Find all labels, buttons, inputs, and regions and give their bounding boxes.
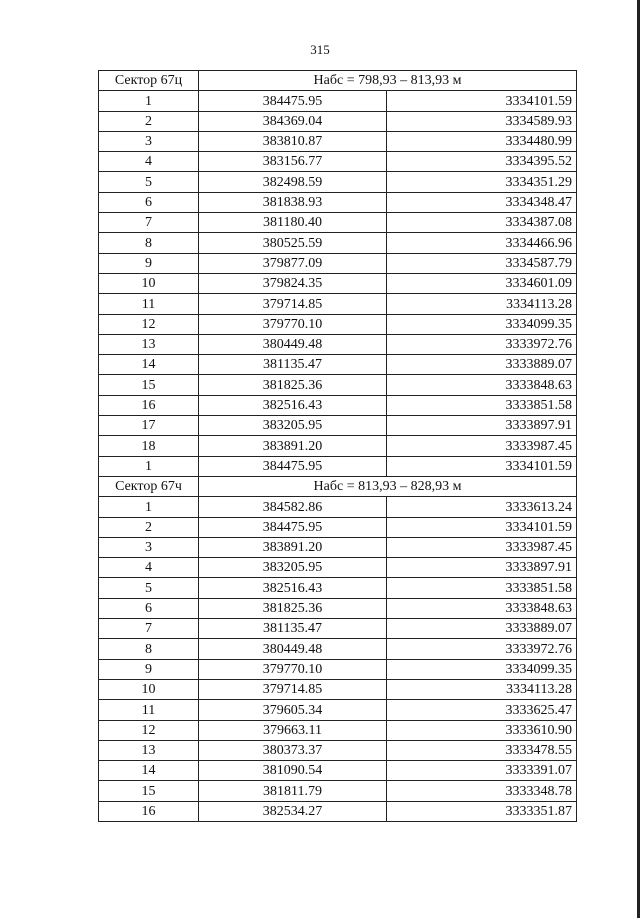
y-coordinate: 3334099.35 [387, 659, 577, 679]
coordinates-table-body [99, 71, 577, 822]
table-row [99, 233, 577, 253]
table-row [99, 720, 577, 740]
table-row [99, 172, 577, 192]
table-row [99, 761, 577, 781]
x-coordinate: 381135.47 [199, 619, 387, 639]
sector-header-row [99, 476, 577, 496]
point-number: 8 [99, 639, 199, 659]
point-number: 1 [99, 456, 199, 476]
table-row [99, 598, 577, 618]
y-coordinate: 3334587.79 [387, 253, 577, 273]
point-number: 16 [99, 395, 199, 415]
table-row [99, 801, 577, 821]
x-coordinate: 382498.59 [199, 172, 387, 192]
y-coordinate: 3333348.78 [387, 781, 577, 801]
y-coordinate: 3334101.59 [387, 91, 577, 111]
x-coordinate: 379824.35 [199, 273, 387, 293]
point-number: 13 [99, 334, 199, 354]
table-row [99, 355, 577, 375]
y-coordinate: 3333987.45 [387, 436, 577, 456]
table-row [99, 619, 577, 639]
x-coordinate: 383891.20 [199, 436, 387, 456]
point-number: 5 [99, 578, 199, 598]
y-coordinate: 3333610.90 [387, 720, 577, 740]
x-coordinate: 384582.86 [199, 497, 387, 517]
table-row [99, 700, 577, 720]
y-coordinate: 3333351.87 [387, 801, 577, 821]
table-row [99, 497, 577, 517]
y-coordinate: 3333897.91 [387, 416, 577, 436]
x-coordinate: 384475.95 [199, 456, 387, 476]
point-number: 2 [99, 517, 199, 537]
table-row [99, 294, 577, 314]
y-coordinate: 3334101.59 [387, 456, 577, 476]
y-coordinate: 3333897.91 [387, 558, 577, 578]
x-coordinate: 381838.93 [199, 192, 387, 212]
x-coordinate: 382516.43 [199, 578, 387, 598]
table-row [99, 679, 577, 699]
table-row [99, 558, 577, 578]
sector-name: Сектор 67ц [99, 71, 199, 91]
table-row [99, 517, 577, 537]
point-number: 15 [99, 375, 199, 395]
table-row [99, 314, 577, 334]
point-number: 18 [99, 436, 199, 456]
y-coordinate: 3333848.63 [387, 598, 577, 618]
x-coordinate: 382534.27 [199, 801, 387, 821]
y-coordinate: 3334101.59 [387, 517, 577, 537]
x-coordinate: 380373.37 [199, 740, 387, 760]
y-coordinate: 3334113.28 [387, 294, 577, 314]
sector-name: Сектор 67ч [99, 476, 199, 496]
y-coordinate: 3333478.55 [387, 740, 577, 760]
point-number: 9 [99, 659, 199, 679]
point-number: 7 [99, 619, 199, 639]
point-number: 4 [99, 558, 199, 578]
x-coordinate: 383156.77 [199, 152, 387, 172]
table-row [99, 253, 577, 273]
point-number: 6 [99, 598, 199, 618]
table-row [99, 334, 577, 354]
x-coordinate: 384369.04 [199, 111, 387, 131]
x-coordinate: 381180.40 [199, 213, 387, 233]
point-number: 15 [99, 781, 199, 801]
x-coordinate: 380525.59 [199, 233, 387, 253]
height-range: Набс = 798,93 – 813,93 м [199, 71, 577, 91]
point-number: 1 [99, 497, 199, 517]
point-number: 3 [99, 537, 199, 557]
point-number: 13 [99, 740, 199, 760]
coordinates-table [98, 70, 577, 822]
x-coordinate: 379605.34 [199, 700, 387, 720]
table-row [99, 111, 577, 131]
y-coordinate: 3333851.58 [387, 578, 577, 598]
table-row [99, 375, 577, 395]
y-coordinate: 3334387.08 [387, 213, 577, 233]
height-range: Набс = 813,93 – 828,93 м [199, 476, 577, 496]
table-row [99, 192, 577, 212]
y-coordinate: 3333613.24 [387, 497, 577, 517]
y-coordinate: 3334395.52 [387, 152, 577, 172]
table-row [99, 456, 577, 476]
point-number: 1 [99, 91, 199, 111]
y-coordinate: 3334480.99 [387, 131, 577, 151]
point-number: 6 [99, 192, 199, 212]
x-coordinate: 384475.95 [199, 517, 387, 537]
y-coordinate: 3333625.47 [387, 700, 577, 720]
page-number: 315 [310, 42, 330, 57]
point-number: 12 [99, 314, 199, 334]
table-row [99, 740, 577, 760]
y-coordinate: 3333848.63 [387, 375, 577, 395]
y-coordinate: 3333972.76 [387, 334, 577, 354]
x-coordinate: 383891.20 [199, 537, 387, 557]
y-coordinate: 3333972.76 [387, 639, 577, 659]
table-row [99, 273, 577, 293]
x-coordinate: 381135.47 [199, 355, 387, 375]
x-coordinate: 379714.85 [199, 294, 387, 314]
x-coordinate: 379770.10 [199, 659, 387, 679]
y-coordinate: 3334466.96 [387, 233, 577, 253]
point-number: 9 [99, 253, 199, 273]
x-coordinate: 379877.09 [199, 253, 387, 273]
y-coordinate: 3333987.45 [387, 537, 577, 557]
x-coordinate: 383810.87 [199, 131, 387, 151]
point-number: 4 [99, 152, 199, 172]
point-number: 10 [99, 273, 199, 293]
point-number: 14 [99, 355, 199, 375]
y-coordinate: 3333391.07 [387, 761, 577, 781]
sector-header-row [99, 71, 577, 91]
point-number: 3 [99, 131, 199, 151]
point-number: 17 [99, 416, 199, 436]
x-coordinate: 383205.95 [199, 558, 387, 578]
table-row [99, 213, 577, 233]
table-row [99, 416, 577, 436]
table-row [99, 131, 577, 151]
x-coordinate: 381825.36 [199, 375, 387, 395]
x-coordinate: 384475.95 [199, 91, 387, 111]
point-number: 5 [99, 172, 199, 192]
table-row [99, 436, 577, 456]
y-coordinate: 3334601.09 [387, 273, 577, 293]
table-row [99, 91, 577, 111]
y-coordinate: 3334113.28 [387, 679, 577, 699]
x-coordinate: 379770.10 [199, 314, 387, 334]
point-number: 16 [99, 801, 199, 821]
table-row [99, 578, 577, 598]
x-coordinate: 379663.11 [199, 720, 387, 740]
y-coordinate: 3334589.93 [387, 111, 577, 131]
table-row [99, 781, 577, 801]
point-number: 8 [99, 233, 199, 253]
point-number: 7 [99, 213, 199, 233]
x-coordinate: 382516.43 [199, 395, 387, 415]
point-number: 12 [99, 720, 199, 740]
point-number: 10 [99, 679, 199, 699]
y-coordinate: 3334348.47 [387, 192, 577, 212]
x-coordinate: 381825.36 [199, 598, 387, 618]
table-row [99, 152, 577, 172]
table-row [99, 537, 577, 557]
table-row [99, 659, 577, 679]
x-coordinate: 381811.79 [199, 781, 387, 801]
table-row [99, 395, 577, 415]
x-coordinate: 381090.54 [199, 761, 387, 781]
y-coordinate: 3334099.35 [387, 314, 577, 334]
x-coordinate: 383205.95 [199, 416, 387, 436]
x-coordinate: 379714.85 [199, 679, 387, 699]
point-number: 2 [99, 111, 199, 131]
point-number: 14 [99, 761, 199, 781]
point-number: 11 [99, 294, 199, 314]
y-coordinate: 3333889.07 [387, 355, 577, 375]
x-coordinate: 380449.48 [199, 334, 387, 354]
y-coordinate: 3333851.58 [387, 395, 577, 415]
x-coordinate: 380449.48 [199, 639, 387, 659]
table-row [99, 639, 577, 659]
y-coordinate: 3334351.29 [387, 172, 577, 192]
point-number: 11 [99, 700, 199, 720]
y-coordinate: 3333889.07 [387, 619, 577, 639]
